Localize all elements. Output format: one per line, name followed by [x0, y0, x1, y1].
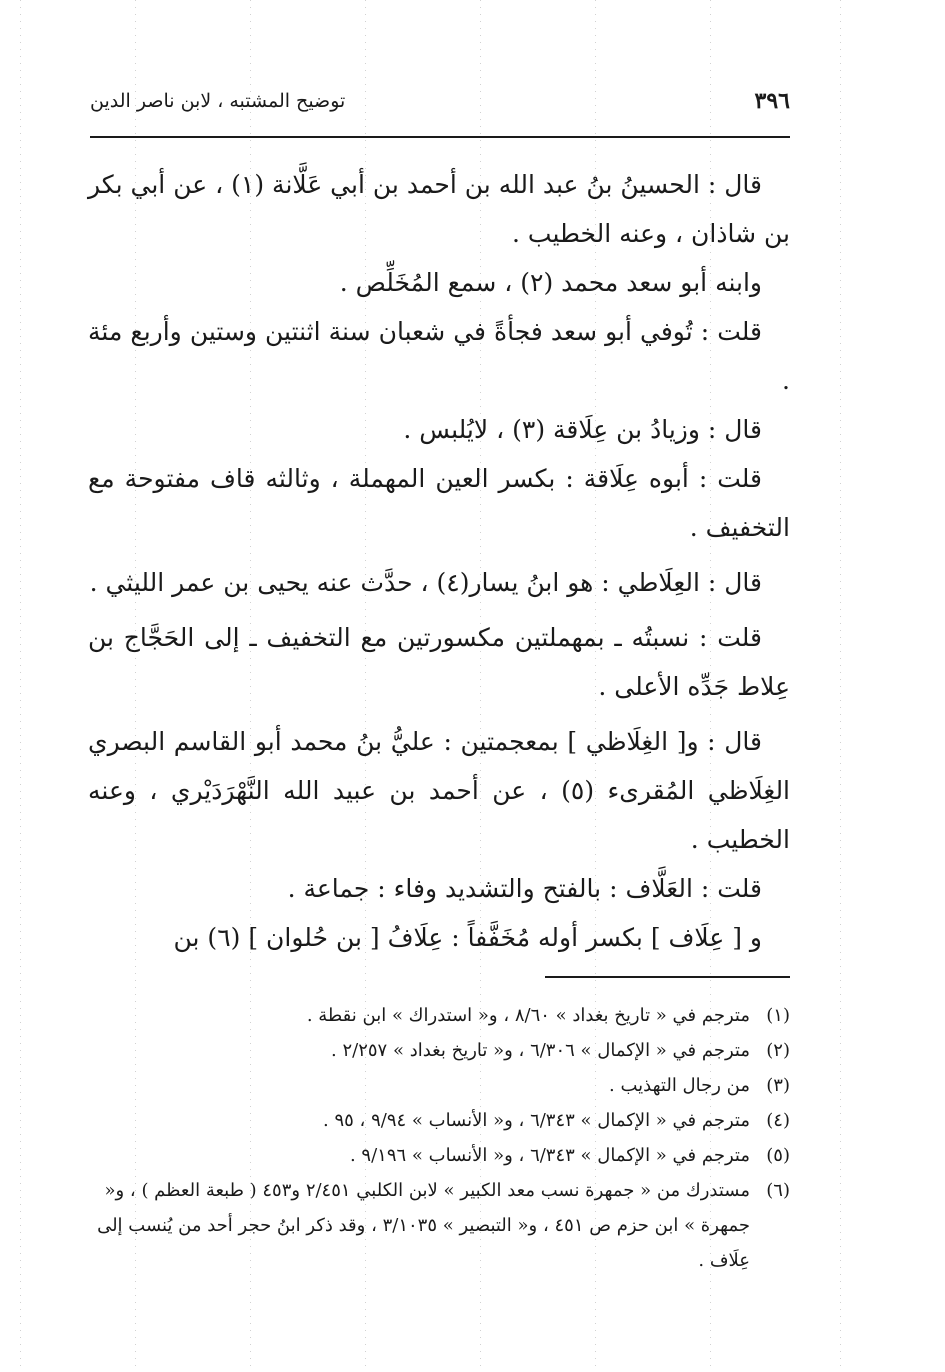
paragraph: قال : العِلَاطي : هو ابنُ يسار(٤) ، حدَّث عنه يحيى بن عمر الليثي . — [89, 568, 762, 597]
footnotes — [88, 998, 790, 1278]
paragraph: وابنه أبو سعد محمد (٢) ، سمع المُخَلِّص . — [339, 268, 762, 297]
paragraph: قال : و[ الغِلَاظي ] بمعجمتين : عليُّ بنُ محمد أبو القاسم البصري الغِلَاظي المُقرىء (٥) ، عن أحمد بن عبيد الله النَّهْرَدَيْري ، وعنه الخطيب . — [88, 727, 791, 854]
footnote-number: (٦) — [766, 1180, 790, 1201]
footnote-number: (٥) — [766, 1145, 790, 1166]
paragraph: قال : وزيادُ بن عِلَاقة (٣) ، لايُلبس . — [403, 415, 762, 444]
footnote-text: مترجم في « الإكمال » ٦/٣٠٦ ، و« تاريخ بغداد » ٢/٢٥٧ . — [331, 1040, 750, 1061]
page-number: ٣٩٦ — [754, 88, 790, 114]
paragraph: قلت : العَلَّاف : بالفتح والتشديد وفاء : جماعة . — [287, 874, 762, 903]
footnote-text: مترجم في « الإكمال » ٦/٣٤٣ ، و« الأنساب » ٩/١٩٦ . — [349, 1145, 750, 1166]
footnote-number: (١) — [766, 1005, 790, 1026]
footnote — [88, 1138, 790, 1173]
footnote-number: (٢) — [766, 1040, 790, 1061]
paragraph: قلت : تُوفي أبو سعد فجأةً في شعبان سنة اثنتين وستين وأربع مئة . — [88, 317, 790, 395]
paragraph: قال : الحسينُ بنُ عبد الله بن أحمد بن أبي عَلَّانة (١) ، عن أبي بكر بن شاذان ، وعنه الخطيب . — [88, 170, 790, 248]
footnote — [88, 1033, 790, 1068]
footnote-number: (٤) — [766, 1110, 790, 1131]
header-rule — [90, 136, 790, 138]
running-title: توضيح المشتبه ، لابن ناصر الدين — [90, 90, 346, 112]
paragraph: و [ عِلَاف ] بكسر أوله مُخَفَّفاً : عِلَافُ [ بن حُلوان ] (٦) بن — [173, 923, 762, 952]
footnote — [88, 998, 790, 1033]
paragraph: قلت : أبوه عِلَاقة : بكسر العين المهملة ، وثالثه قاف مفتوحة مع التخفيف . — [88, 464, 790, 542]
page-header — [90, 88, 790, 124]
footnote-number: (٣) — [766, 1075, 790, 1096]
footnote-text: مترجم في « الإكمال » ٦/٣٤٣ ، و« الأنساب » ٩/٩٤ ، ٩٥ . — [323, 1110, 750, 1131]
paragraph: قلت : نسبتُه ـ بمهملتين مكسورتين مع التخفيف ـ إلى الحَجَّاج بن عِلاط جَدِّه الأعلى . — [88, 623, 790, 701]
footnote-text: مستدرك من « جمهرة نسب معد الكبير » لابن الكلبي ٢/٤٥١ و٤٥٣ ( طبعة العظم ) ، و« جمهرة » ابن حزم ص ٤٥١ ، و« التبصير » ٣/١٠٣٥ ، وقد ذكر ابنُ حجر أحد من يُنسب إلى عِلَاف . — [97, 1180, 750, 1271]
footnote — [88, 1103, 790, 1138]
main-text — [88, 160, 790, 962]
footnote-rule — [545, 976, 790, 978]
footnote-text: من رجال التهذيب . — [609, 1075, 750, 1096]
footnote — [88, 1068, 790, 1103]
footnote — [88, 1173, 790, 1278]
footnote-text: مترجم في « تاريخ بغداد » ٨/٦٠ ، و« استدراك » ابن نقطة . — [306, 1005, 750, 1026]
